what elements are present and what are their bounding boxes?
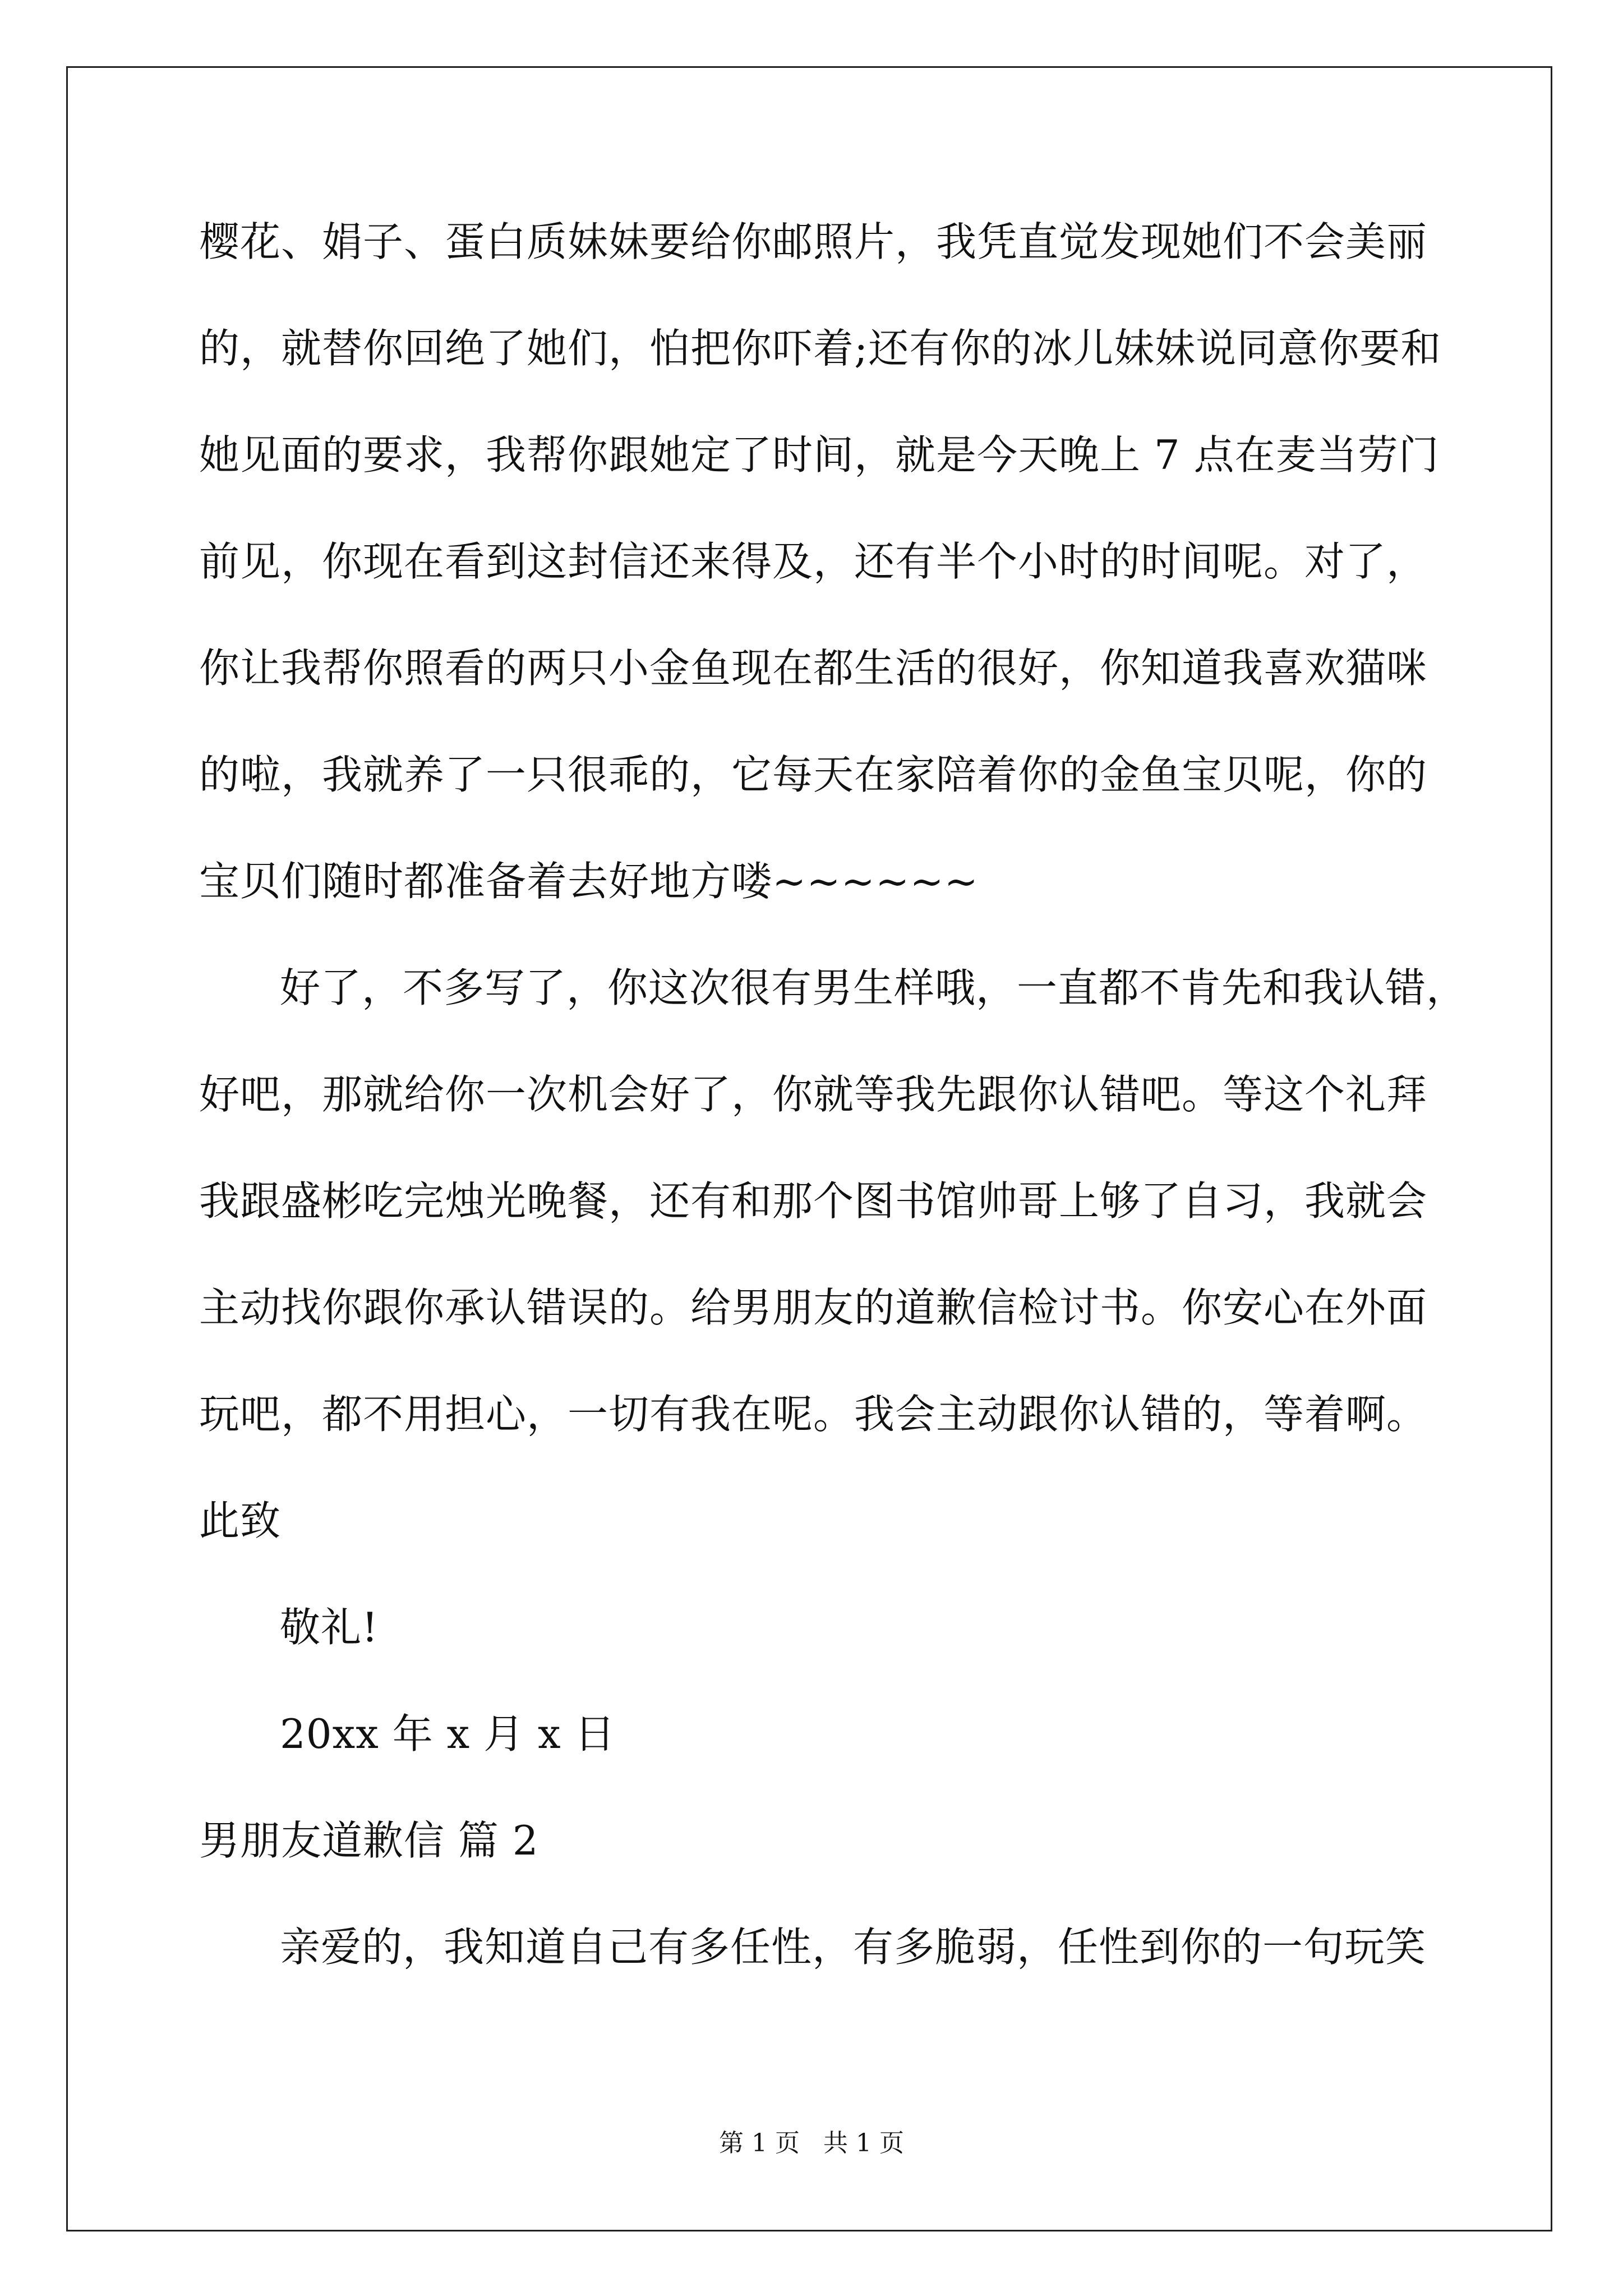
page-border [66,66,1552,2231]
text-line: 亲爱的，我知道自己有多任性，有多脆弱，任性到你的一句玩笑 [280,1924,1427,1971]
closing-regards: 敬礼! [280,1604,379,1651]
text-line: 你让我帮你照看的两只小金鱼现在都生活的很好，你知道我喜欢猫咪 [199,645,1428,692]
text-line: 樱花、娟子、蛋白质妹妹要给你邮照片，我凭直觉发现她们不会美丽 [199,218,1428,265]
text-line: 我跟盛彬吃完烛光晚餐，还有和那个图书馆帅哥上够了自习，我就会 [199,1177,1428,1225]
text-line: 前见，你现在看到这封信还来得及，还有半个小时的时间呢。对了， [199,538,1428,585]
section-heading: 男朋友道歉信 篇 2 [199,1817,539,1864]
text-line: 的，就替你回绝了她们，怕把你吓着;还有你的冰儿妹妹说同意你要和 [199,325,1442,372]
text-line: 好了，不多写了，你这次很有男生样哦，一直都不肯先和我认错， [280,964,1468,1011]
text-line: 玩吧，都不用担心，一切有我在呢。我会主动跟你认错的，等着啊。 [199,1391,1428,1438]
text-line: 好吧，那就给你一次机会好了，你就等我先跟你认错吧。等这个礼拜 [199,1071,1428,1118]
letter-date: 20xx 年 x 月 x 日 [280,1710,616,1757]
text-line: 的啦，我就养了一只很乖的，它每天在家陪着你的金鱼宝贝呢，你的 [199,751,1428,798]
text-line: 宝贝们随时都准备着去好地方喽~~~~~~ [199,858,979,905]
page-footer: 第 1 页 共 1 页 [719,2129,904,2157]
closing-salutation: 此致 [199,1497,282,1544]
text-line: 主动找你跟你承认错误的。给男朋友的道歉信检讨书。你安心在外面 [199,1284,1428,1331]
text-line: 她见面的要求，我帮你跟她定了时间，就是今天晚上 7 点在麦当劳门 [199,431,1440,478]
